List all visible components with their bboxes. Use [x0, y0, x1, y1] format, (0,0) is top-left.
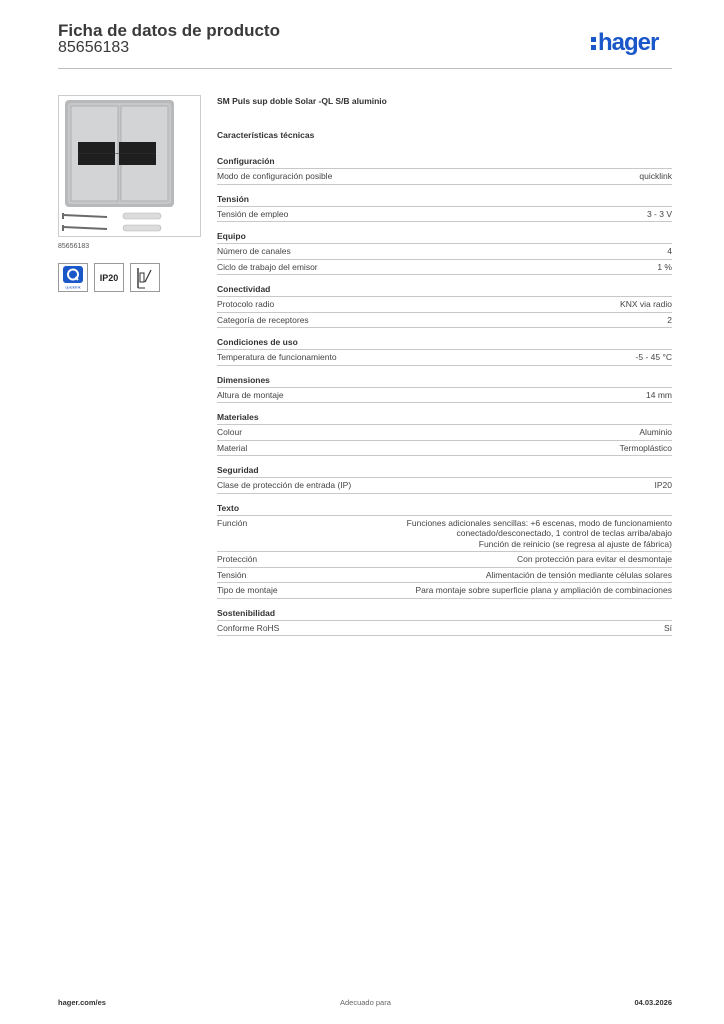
spec-value-line: Función de reinicio (se regresa al ajuste de fábrica)	[478, 538, 672, 549]
spec-value-line: 3 - 3 V	[646, 208, 672, 219]
product-image	[58, 95, 201, 237]
spec-label: Material	[217, 442, 248, 453]
spec-sections	[217, 156, 672, 636]
spec-value-line: 4	[667, 246, 672, 256]
spec-row	[217, 244, 672, 260]
section-title: Materiales	[217, 412, 672, 425]
spec-label: Categoría de receptores	[217, 314, 309, 325]
spec-label: Modo de configuración posible	[217, 171, 333, 181]
logo-text: hager	[598, 29, 659, 56]
spec-row	[217, 169, 672, 185]
section-title: Dimensiones	[217, 375, 672, 388]
technical-characteristics-heading: Características técnicas	[217, 130, 315, 140]
spec-label: Tensión	[217, 569, 247, 580]
product-code: 85656183	[58, 39, 130, 56]
spec-label: Altura de montaje	[217, 389, 284, 400]
section-title: Texto	[217, 503, 672, 516]
footer-date: 04.03.2026	[634, 998, 672, 1007]
section-title: Seguridad	[217, 465, 672, 478]
spec-value	[517, 554, 672, 565]
spec-label: Número de canales	[217, 246, 291, 256]
section-title: Conectividad	[217, 284, 672, 297]
spec-value-line: Para montaje sobre superficie plana y ampliación de combinaciones	[415, 585, 672, 595]
spec-section	[217, 465, 672, 494]
spec-value	[620, 299, 672, 310]
technical-content	[217, 96, 672, 636]
spec-row	[217, 516, 672, 553]
spec-value-line: quicklink	[639, 171, 672, 181]
spec-label: Conforme RoHS	[217, 622, 280, 633]
spec-value-line: -5 - 45 °C	[635, 352, 672, 362]
spec-row	[217, 297, 672, 313]
header-divider	[58, 68, 672, 69]
spec-value-line: 2	[667, 314, 672, 325]
spec-row	[217, 350, 672, 366]
spec-value-line: Aluminio	[639, 427, 672, 437]
section-title: Tensión	[217, 194, 672, 207]
image-caption: 85656183	[58, 243, 90, 250]
spec-row	[217, 478, 672, 494]
spec-label: Ciclo de trabajo del emisor	[217, 261, 318, 272]
hager-logo	[591, 27, 673, 57]
spec-row	[217, 260, 672, 276]
spec-value	[486, 570, 672, 581]
spec-value-line: Sí	[663, 622, 672, 633]
product-name: SM Puls sup doble Solar -QL S/B aluminio	[217, 96, 387, 106]
spec-value-line: 1 %	[657, 261, 672, 272]
spec-row	[217, 568, 672, 584]
ip20-label: IP20	[99, 272, 119, 283]
spec-label: Protección	[217, 554, 258, 564]
spec-row	[217, 583, 672, 599]
spec-value	[639, 427, 672, 438]
spec-value	[667, 315, 672, 326]
spec-label: Tensión de empleo	[217, 208, 289, 219]
section-title: Sostenibilidad	[217, 608, 672, 621]
spec-label: Tipo de montaje	[217, 585, 278, 595]
spec-value-line: Funciones adicionales sencillas: +6 escenas, modo de funcionamiento	[406, 517, 672, 528]
spec-value-line: KNX via radio	[620, 299, 672, 309]
spec-row	[217, 313, 672, 329]
spec-value-line: Con protección para evitar el desmontaje	[517, 554, 672, 564]
spec-row	[217, 441, 672, 457]
spec-value	[407, 518, 672, 550]
spec-section	[217, 231, 672, 275]
surface-mounting-icon	[130, 263, 160, 292]
spec-value-line: IP20	[654, 480, 672, 490]
spec-value	[664, 623, 672, 634]
spec-row	[217, 207, 672, 223]
spec-value-line: Alimentación de tensión mediante células solares	[485, 569, 672, 580]
spec-value-line: conectado/desconectado, 1 control de teclas arriba/abajo	[456, 528, 672, 538]
spec-row	[217, 552, 672, 568]
spec-row	[217, 388, 672, 404]
spec-section	[217, 194, 672, 223]
spec-section	[217, 375, 672, 404]
footer-note: Adecuado para	[340, 998, 391, 1007]
page-title: Ficha de datos de producto	[58, 21, 280, 40]
spec-section	[217, 412, 672, 456]
footer-website[interactable]: hager.com/es	[58, 998, 106, 1007]
spec-value-line: 14 mm	[646, 389, 672, 400]
spec-value	[636, 352, 672, 363]
spec-value	[657, 262, 672, 273]
ip20-badge-icon	[94, 263, 124, 292]
spec-row	[217, 621, 672, 637]
spec-value	[667, 246, 672, 257]
certification-badges	[58, 263, 160, 292]
spec-label: Temperatura de funcionamiento	[217, 352, 337, 362]
spec-section	[217, 284, 672, 328]
spec-section	[217, 156, 672, 185]
spec-value-line: Termoplástico	[619, 442, 672, 453]
spec-section	[217, 503, 672, 599]
spec-label: Protocolo radio	[217, 299, 275, 309]
spec-value	[415, 585, 672, 596]
spec-value	[655, 480, 673, 491]
section-title: Configuración	[217, 156, 672, 169]
section-title: Condiciones de uso	[217, 337, 672, 350]
spec-label: Colour	[217, 427, 243, 437]
spec-row	[217, 425, 672, 441]
quicklink-certification-icon	[58, 263, 88, 292]
spec-label: Clase de protección de entrada (IP)	[217, 480, 352, 490]
spec-value	[647, 209, 672, 220]
spec-value	[646, 390, 672, 401]
spec-section	[217, 608, 672, 637]
spec-value	[639, 171, 672, 182]
spec-section	[217, 337, 672, 366]
svg-text:quicklink: quicklink	[65, 284, 81, 290]
spec-value	[620, 443, 672, 454]
section-title: Equipo	[217, 231, 672, 244]
spec-label: Función	[217, 517, 248, 528]
